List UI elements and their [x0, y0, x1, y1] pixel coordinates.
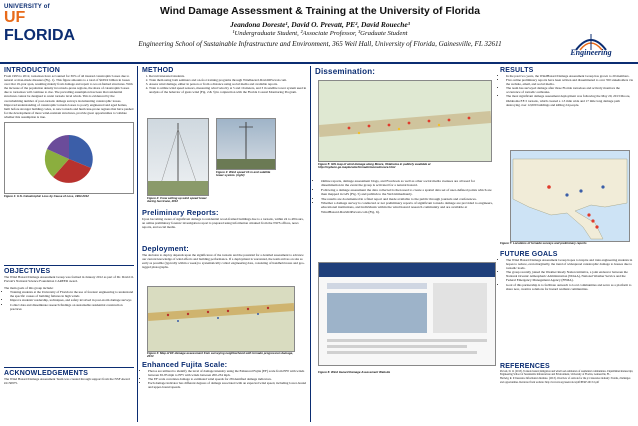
list-item: • Improve students' readership, techniques, and safety involved in post-storm damage surveys: [10, 298, 134, 302]
list-item: 1. Recruit interested students.: [149, 74, 307, 78]
introduction-heading: INTRODUCTION: [4, 67, 61, 74]
poster-authors: Jeandona Doreste¹, David O. Prevatt, PE², David Roueche³: [230, 20, 410, 29]
enhanced-fujita-heading: Enhanced Fujita Scale:: [142, 360, 228, 369]
list-item: • Whether a damage survey is conducted or not preliminary reports of significant tornado damage are provided to engineers, educational institutions, and individuals within the wind hazard research community and are available at WindHazard.DavidOPrevatt.com (Fig. 6).: [321, 201, 495, 214]
website-screenshot-icon: [319, 263, 495, 365]
poster-affiliations: ¹Undergraduate Student, ²Associate Professor, ³Graduate Student: [232, 30, 408, 37]
reference-item: Prevatt, D. O. (2013). Tornado hazard mitigation and wind load estimation of residential communities. Unpublished manuscript, Engineering School of Sustainable Infrastructure and Environment, University of Florida, Gainesville, FL.: [500, 370, 634, 377]
list-item: • Goal of this partnership is to facilitate outreach to local communities and serve as a platform to share new, creative solutions for hazard resilient communities.: [506, 283, 634, 291]
figure-7-caption: Figure 7: Locations of tornado surveys and preliminary reports: [500, 241, 587, 245]
pie-chart-icon: [5, 123, 133, 193]
objectives-divider: [4, 265, 134, 266]
method-section: [142, 67, 307, 94]
method-heading: METHOD: [142, 67, 174, 74]
dissemination-heading: Dissemination:: [315, 67, 376, 76]
introduction-section: [4, 67, 134, 198]
poster-header: [0, 0, 638, 62]
enhanced-fujita-list: [142, 369, 307, 389]
figure-6-website: [318, 262, 496, 366]
figure-2-photo: [147, 118, 209, 196]
list-item: 3. Assess wind damage, either in person or from a distance using social media and available reports.: [149, 82, 307, 86]
poster-school: Engineering School of Sustainable Infrastructure and Environment, 365 Weil Hall, University of Florida, Gainesville, FL 32611: [138, 40, 502, 48]
list-item: • The results are documented in a final report and made available to the public through journals and conferences.: [321, 197, 495, 201]
list-item: • Collect data and disseminate research findings on sustainable residential construction practices: [10, 303, 134, 311]
reference-item: Hartwig, R. P. Insurance Information Institute. (2013). Overview of outlook for the p/c insurance industry: Trends, challenges and opportunities. Retrieved from website: http://www.iii.org/assets/docs/pdf/PFAF-2013-5.pdf: [500, 377, 631, 384]
figure-7-locations-map: [510, 150, 630, 242]
figure-2-caption: Figure 2: Crew setting up wind speed tower during hurricane, 2012: [147, 196, 207, 204]
gis-map-icon: [319, 81, 491, 161]
uf-logo-word: FLORIDA: [4, 27, 76, 44]
list-item: • The team has surveyed damage after three Florida tornadoes and actively monitors the occurrence of tornadic outbreaks.: [506, 86, 634, 94]
figure-5-gis-map: [318, 80, 492, 162]
wind-tower-photo-icon: [148, 119, 208, 195]
list-item: • Following a damage assessment the data collected is then used to create a spatial data set of user-defined points which are then mapped in GIS (Fig. 5) and publish to the Web immediately.: [321, 188, 495, 197]
objectives-goals-intro: The main goals of this group include:: [4, 286, 54, 291]
figure-6-caption: Figure 6: Wind Hazard Damage Assessment Website: [318, 370, 391, 374]
acknowledgements-heading: ACKNOWLEDGEMENTS: [4, 370, 89, 377]
future-goals-heading: FUTURE GOALS: [500, 251, 558, 258]
figure-1-caption: Figure 1: U.S. Catastrophic Loss by Cause of Loss, 1993-2012: [4, 194, 89, 199]
us-map-icon: [511, 151, 629, 241]
figure-4-map: [147, 286, 295, 352]
uf-logo: [4, 4, 100, 44]
uf-logo-top: UNIVERSITY of: [4, 4, 50, 10]
list-item: • The EF scale correlates damage to estimated wind speeds for 28 identified damage indicators.: [148, 377, 307, 381]
deployment-heading: Deployment:: [142, 244, 189, 253]
deployment-section: [142, 244, 307, 269]
acknowledgements-divider: [4, 367, 134, 368]
list-item: • The group recently joined the Weather Ready Nation initiative, a joint endeavor between the National Oceanic Atmospheric Administration (NOAA), National Weather Service and the Federal Emergency Management Agency (FEMA).: [506, 270, 634, 282]
dissemination-list-section: [315, 179, 495, 214]
acknowledgements-body: The Wind Hazard Damage Assessment Team was created through support from the NSF Award #1150975.: [4, 377, 130, 386]
header-divider: [0, 62, 638, 64]
list-item: • Online reports, damage assessment blogs, and Facebook as well as other social media avenues are all used for dissemination in the event the group is activated for a natural hazard.: [321, 179, 495, 188]
dissemination-list: [315, 179, 495, 214]
list-item: • The most significant damage assessment deployment was following the May 20, 2013 Moore, Oklahoma EF-5 tornado, which created a 1.3 mile wide and 17 mile long damage path destroying over 12,000 buildings and killing 24 people.: [506, 94, 634, 106]
method-steps: [142, 74, 307, 94]
future-goals-section: [500, 251, 634, 291]
list-item: • Photos are utilized to identify the level of damage intensity using the Enhanced Fujita (EF) scale from EF0 with winds between 65-85 mph to EF5 with winds between 200-234 mph.: [148, 369, 307, 377]
deployment-body: The decision to deploy depends upon the significance of the tornado and the potential for a detailed assessment to advance our current knowledge of wind effects and building performance. If a deployment is warranted, the team arrives on site as early as possible (typically within a week) to systematically collect engineering data, consisting of handheld notes and geo-tagged photographs.: [142, 253, 305, 270]
acknowledgements-section: [4, 370, 134, 385]
list-item: 4. Train to utilize wind speed sensors, measuring wind velocity at 5 and 10-meters, and 3 m satellite tower system used in analysis of the behavior of gusts wind (Fig. 2 & 3) in conjunction with the Florida Coastal Monitoring Program.: [149, 86, 307, 94]
references-heading: REFERENCES: [500, 363, 550, 370]
column-divider-2: [310, 66, 311, 422]
uf-logo-prefix: UF: [4, 9, 26, 26]
list-item: • Five online preliminary reports have been written and disseminated to over 350 stakeholders via the website, email, and social media.: [506, 78, 634, 86]
results-list: [500, 74, 634, 107]
list-item: • Training students at the University of Florida in the use of forensic engineering to understand the specific causes of building failures in high winds: [10, 290, 134, 298]
list-item: 2. Train them using both seminars and on-foot training programs through Windhazard.DavidOPrevatt.com.: [149, 78, 307, 82]
introduction-body: From 1993 to 2012, tornadoes have accounted for 36% of all insured catastrophic losses due to natural or man-made disasters (Fig. 1). This figure amounts to a total of $169.9 billion in losses over that 19-year span, resulting mainly from damage and repair to wood-framed structures. With the increase of the population density in tornado-prone regions, the share of catastrophic losses due to tornadoes will continue to rise. The prevailing assumption has been that residential structures cannot be designed to resist tornado level winds. This is evidenced by the overwhelming number of post-tornado damage surveys documenting catastrophic losses. Improved understanding of catastrophic tornado losses to poorly engineered and aged homes, built before stronger building codes, to new tornado and hurricane-prone regions that have pushed for the development of more wind-resistant structures, provide great opportunities to validate whether this assumption is true.: [4, 74, 134, 119]
references-section: [500, 363, 634, 384]
preliminary-reports-heading: Preliminary Reports:: [142, 208, 219, 217]
figure-4-caption: Figure 4: Map of EF damage assessment from surveying neighborhood with tornado progression damage, 2013: [147, 351, 293, 359]
engineering-logo: [556, 28, 626, 60]
objectives-body: The Wind Hazard Damage Assessment Group was formed in January 2012 as part of Dr. David O. Prevatt's National Science Foundation CAREER award.: [4, 275, 134, 284]
preliminary-reports-section: [142, 208, 307, 229]
future-goals-list: [500, 258, 634, 291]
figure-1-chart: [4, 122, 134, 194]
engineering-logo-text: Engineering: [570, 48, 612, 57]
poster-title: Wind Damage Assessment & Training at the University of Florida: [160, 6, 480, 17]
results-section: [500, 67, 634, 107]
damage-map-icon: [148, 287, 294, 351]
objectives-section: [4, 268, 134, 311]
dissemination-section: [315, 67, 495, 76]
figure-5-caption: Figure 5: GIS map of wind damage along Moore, Oklahoma in publicly available at http://mydeco.ge.maplocator/tornado/moore/moore.html: [318, 162, 431, 170]
enhanced-fujita-section: [142, 360, 307, 389]
objectives-heading: OBJECTIVES: [4, 268, 51, 275]
preliminary-reports-body: Upon becoming aware of significant damage to residential wood-framed buildings due to a tornado, within 24 to 48 hours, an online preliminary forensic investigation report is prepared using information obtained from the NWS offices, news reports, and social media.: [142, 217, 304, 230]
figure-3-caption: Figure 3: Wind speed 10-m and satellite tower system. (right): [216, 170, 271, 178]
list-item: • The Wind Hazard Damage Assessment Group hopes to inspire and train engineering students in hopes to reduce, even marginally, the trend of widespread catastrophic damage to houses due to tornadic loads.: [506, 258, 634, 270]
results-heading: RESULTS: [500, 67, 534, 74]
objectives-goals-list: [4, 290, 134, 310]
list-item: • Each damage indicator has different degrees of damage associated with an expected wind speed, including lower-bound and upper-bound speeds.: [148, 381, 307, 389]
figure-3-photo: [216, 118, 276, 170]
satellite-tower-photo-icon: [217, 119, 275, 169]
list-item: • In the past two years, the WindHazard Damage Assessment Group has grown to 20 members.: [506, 74, 634, 78]
